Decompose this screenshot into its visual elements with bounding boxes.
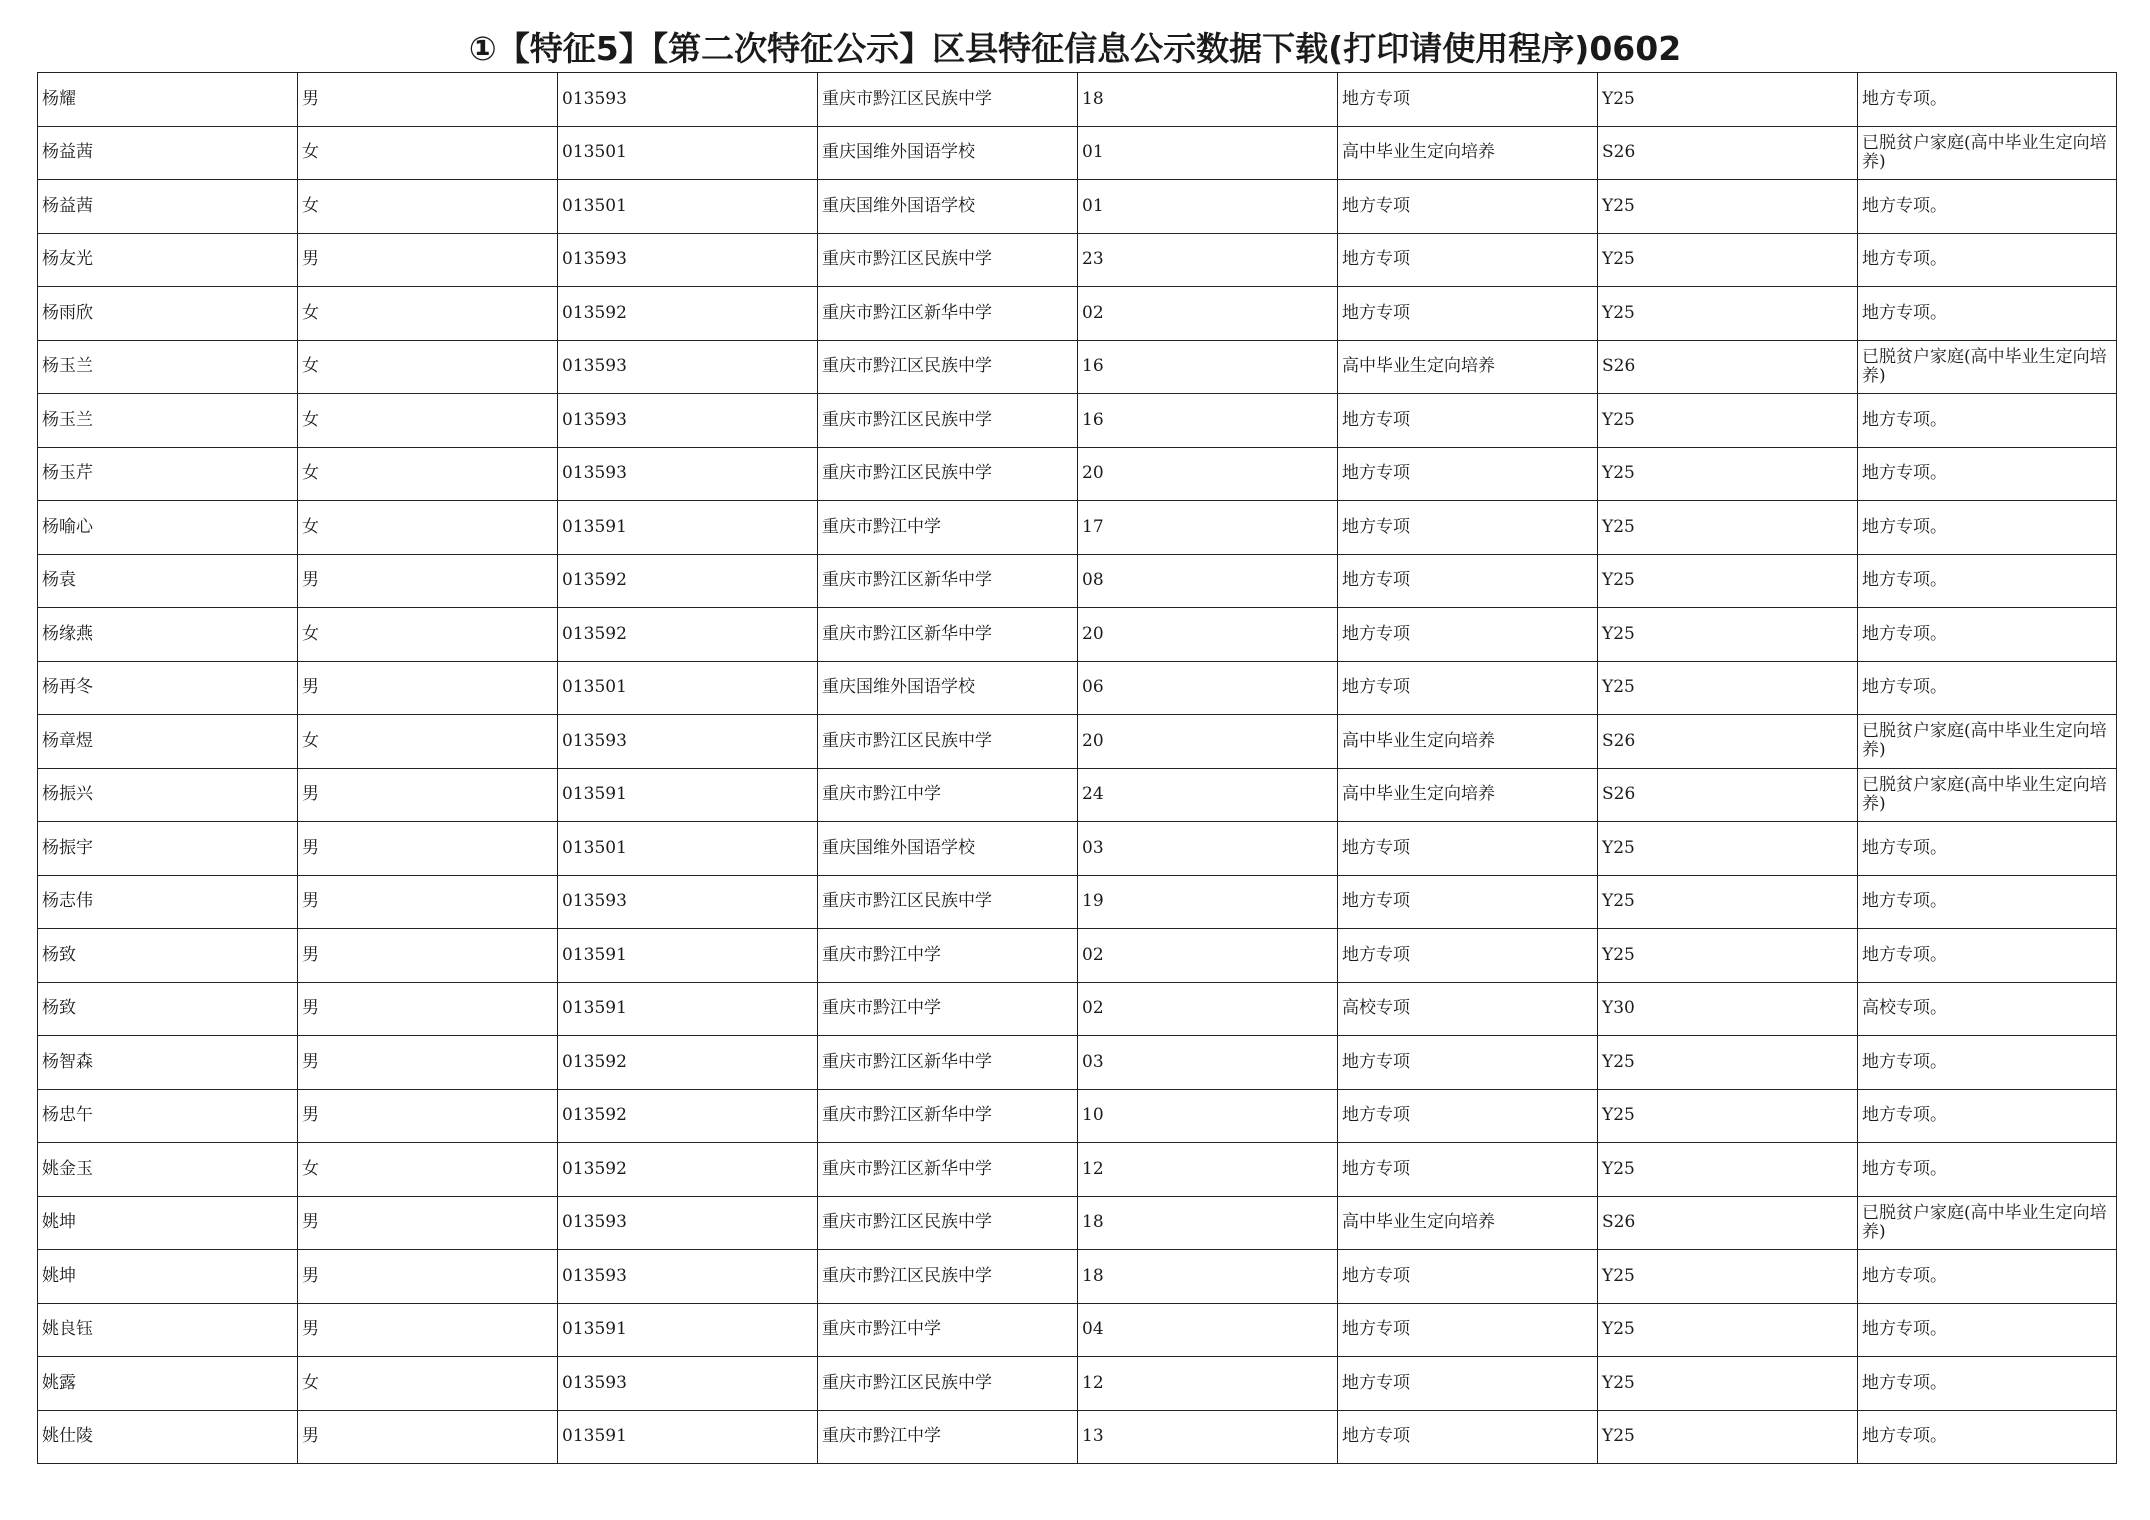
class-cell: 08 (1078, 554, 1338, 608)
remark-cell: 地方专项。 (1858, 73, 2117, 127)
table-row (38, 1303, 2117, 1357)
school-name-cell: 重庆国维外国语学校 (818, 126, 1078, 180)
school-name-cell: 重庆市黔江区新华中学 (818, 287, 1078, 341)
category-cell: 地方专项 (1338, 875, 1598, 929)
school-name-cell: 重庆国维外国语学校 (818, 180, 1078, 234)
name-cell: 杨振宇 (38, 822, 298, 876)
table-row (38, 715, 2117, 769)
name-cell: 姚露 (38, 1357, 298, 1411)
category-cell: 地方专项 (1338, 1036, 1598, 1090)
name-cell: 杨玉芹 (38, 447, 298, 501)
category-cell: 地方专项 (1338, 501, 1598, 555)
school-code-cell: 013593 (558, 447, 818, 501)
remark-cell: 已脱贫户家庭(高中毕业生定向培养) (1858, 768, 2117, 822)
table-row (38, 1036, 2117, 1090)
category-cell: 地方专项 (1338, 554, 1598, 608)
school-name-cell: 重庆国维外国语学校 (818, 661, 1078, 715)
category-cell: 高中毕业生定向培养 (1338, 715, 1598, 769)
school-code-cell: 013591 (558, 929, 818, 983)
class-cell: 20 (1078, 447, 1338, 501)
category-cell: 地方专项 (1338, 608, 1598, 662)
code-cell: Y25 (1598, 875, 1858, 929)
name-cell: 杨振兴 (38, 768, 298, 822)
category-cell: 地方专项 (1338, 1250, 1598, 1304)
name-cell: 杨袁 (38, 554, 298, 608)
gender-cell: 女 (298, 180, 558, 234)
school-name-cell: 重庆市黔江中学 (818, 1410, 1078, 1464)
category-cell: 高中毕业生定向培养 (1338, 340, 1598, 394)
category-cell: 地方专项 (1338, 1303, 1598, 1357)
table-row (38, 1196, 2117, 1250)
name-cell: 杨志伟 (38, 875, 298, 929)
class-cell: 02 (1078, 929, 1338, 983)
class-cell: 02 (1078, 982, 1338, 1036)
name-cell: 杨玉兰 (38, 340, 298, 394)
table-row (38, 447, 2117, 501)
school-name-cell: 重庆市黔江中学 (818, 1303, 1078, 1357)
school-code-cell: 013592 (558, 1089, 818, 1143)
school-code-cell: 013593 (558, 73, 818, 127)
gender-cell: 男 (298, 1410, 558, 1464)
gender-cell: 男 (298, 875, 558, 929)
code-cell: Y25 (1598, 1410, 1858, 1464)
remark-cell: 地方专项。 (1858, 287, 2117, 341)
school-code-cell: 013501 (558, 661, 818, 715)
school-code-cell: 013593 (558, 715, 818, 769)
gender-cell: 男 (298, 233, 558, 287)
school-name-cell: 重庆市黔江中学 (818, 768, 1078, 822)
class-cell: 24 (1078, 768, 1338, 822)
gender-cell: 女 (298, 1357, 558, 1411)
school-code-cell: 013591 (558, 982, 818, 1036)
gender-cell: 男 (298, 929, 558, 983)
name-cell: 杨智森 (38, 1036, 298, 1090)
table-row (38, 394, 2117, 448)
category-cell: 地方专项 (1338, 1143, 1598, 1197)
gender-cell: 男 (298, 768, 558, 822)
school-code-cell: 013501 (558, 822, 818, 876)
school-code-cell: 013592 (558, 287, 818, 341)
class-cell: 16 (1078, 340, 1338, 394)
gender-cell: 女 (298, 287, 558, 341)
gender-cell: 男 (298, 1089, 558, 1143)
category-cell: 地方专项 (1338, 73, 1598, 127)
school-code-cell: 013591 (558, 1410, 818, 1464)
remark-cell: 地方专项。 (1858, 394, 2117, 448)
code-cell: Y25 (1598, 1143, 1858, 1197)
table-row (38, 929, 2117, 983)
remark-cell: 地方专项。 (1858, 233, 2117, 287)
remark-cell: 已脱贫户家庭(高中毕业生定向培养) (1858, 340, 2117, 394)
school-code-cell: 013593 (558, 394, 818, 448)
school-code-cell: 013591 (558, 501, 818, 555)
class-cell: 18 (1078, 73, 1338, 127)
table-row (38, 73, 2117, 127)
remark-cell: 已脱贫户家庭(高中毕业生定向培养) (1858, 715, 2117, 769)
remark-cell: 地方专项。 (1858, 1036, 2117, 1090)
code-cell: Y25 (1598, 447, 1858, 501)
data-table (37, 72, 2117, 1464)
code-cell: Y25 (1598, 1303, 1858, 1357)
category-cell: 地方专项 (1338, 1410, 1598, 1464)
name-cell: 姚坤 (38, 1196, 298, 1250)
name-cell: 杨章煜 (38, 715, 298, 769)
school-name-cell: 重庆市黔江区民族中学 (818, 715, 1078, 769)
name-cell: 杨再冬 (38, 661, 298, 715)
code-cell: Y25 (1598, 1250, 1858, 1304)
school-name-cell: 重庆市黔江区民族中学 (818, 875, 1078, 929)
table-row (38, 554, 2117, 608)
name-cell: 杨致 (38, 929, 298, 983)
remark-cell: 地方专项。 (1858, 554, 2117, 608)
name-cell: 杨喻心 (38, 501, 298, 555)
school-name-cell: 重庆国维外国语学校 (818, 822, 1078, 876)
code-cell: Y25 (1598, 287, 1858, 341)
school-name-cell: 重庆市黔江区新华中学 (818, 1143, 1078, 1197)
class-cell: 18 (1078, 1196, 1338, 1250)
code-cell: Y25 (1598, 233, 1858, 287)
code-cell: S26 (1598, 126, 1858, 180)
school-code-cell: 013591 (558, 768, 818, 822)
code-cell: Y25 (1598, 1036, 1858, 1090)
code-cell: S26 (1598, 1196, 1858, 1250)
class-cell: 13 (1078, 1410, 1338, 1464)
school-name-cell: 重庆市黔江区新华中学 (818, 1089, 1078, 1143)
gender-cell: 男 (298, 1303, 558, 1357)
code-cell: Y25 (1598, 929, 1858, 983)
table-row (38, 768, 2117, 822)
gender-cell: 女 (298, 501, 558, 555)
table-row (38, 126, 2117, 180)
category-cell: 地方专项 (1338, 180, 1598, 234)
gender-cell: 女 (298, 1143, 558, 1197)
remark-cell: 已脱贫户家庭(高中毕业生定向培养) (1858, 126, 2117, 180)
class-cell: 04 (1078, 1303, 1338, 1357)
code-cell: Y25 (1598, 608, 1858, 662)
remark-cell: 地方专项。 (1858, 180, 2117, 234)
school-code-cell: 013593 (558, 1196, 818, 1250)
code-cell: S26 (1598, 768, 1858, 822)
school-name-cell: 重庆市黔江区民族中学 (818, 233, 1078, 287)
category-cell: 地方专项 (1338, 394, 1598, 448)
school-name-cell: 重庆市黔江区新华中学 (818, 608, 1078, 662)
table-row (38, 982, 2117, 1036)
gender-cell: 男 (298, 554, 558, 608)
remark-cell: 地方专项。 (1858, 1089, 2117, 1143)
school-code-cell: 013593 (558, 340, 818, 394)
remark-cell: 地方专项。 (1858, 661, 2117, 715)
name-cell: 杨忠午 (38, 1089, 298, 1143)
table-row (38, 340, 2117, 394)
school-code-cell: 013501 (558, 180, 818, 234)
gender-cell: 男 (298, 1036, 558, 1090)
name-cell: 杨致 (38, 982, 298, 1036)
gender-cell: 女 (298, 447, 558, 501)
table-row (38, 1410, 2117, 1464)
gender-cell: 男 (298, 1196, 558, 1250)
remark-cell: 地方专项。 (1858, 608, 2117, 662)
gender-cell: 男 (298, 822, 558, 876)
table-row (38, 501, 2117, 555)
gender-cell: 男 (298, 1250, 558, 1304)
remark-cell: 地方专项。 (1858, 1303, 2117, 1357)
gender-cell: 女 (298, 608, 558, 662)
gender-cell: 女 (298, 715, 558, 769)
table-row (38, 608, 2117, 662)
category-cell: 地方专项 (1338, 661, 1598, 715)
gender-cell: 女 (298, 394, 558, 448)
school-code-cell: 013592 (558, 608, 818, 662)
code-cell: Y25 (1598, 501, 1858, 555)
table-row (38, 822, 2117, 876)
class-cell: 06 (1078, 661, 1338, 715)
table-row (38, 1143, 2117, 1197)
category-cell: 地方专项 (1338, 929, 1598, 983)
remark-cell: 地方专项。 (1858, 822, 2117, 876)
category-cell: 地方专项 (1338, 287, 1598, 341)
name-cell: 姚金玉 (38, 1143, 298, 1197)
school-code-cell: 013592 (558, 554, 818, 608)
class-cell: 20 (1078, 715, 1338, 769)
school-name-cell: 重庆市黔江区民族中学 (818, 340, 1078, 394)
code-cell: Y25 (1598, 822, 1858, 876)
code-cell: Y25 (1598, 1357, 1858, 1411)
class-cell: 18 (1078, 1250, 1338, 1304)
class-cell: 01 (1078, 126, 1338, 180)
school-name-cell: 重庆市黔江中学 (818, 501, 1078, 555)
school-name-cell: 重庆市黔江中学 (818, 982, 1078, 1036)
school-name-cell: 重庆市黔江区新华中学 (818, 1036, 1078, 1090)
category-cell: 地方专项 (1338, 233, 1598, 287)
class-cell: 01 (1078, 180, 1338, 234)
school-name-cell: 重庆市黔江区民族中学 (818, 394, 1078, 448)
school-code-cell: 013592 (558, 1036, 818, 1090)
school-code-cell: 013593 (558, 875, 818, 929)
class-cell: 12 (1078, 1143, 1338, 1197)
school-name-cell: 重庆市黔江区民族中学 (818, 1196, 1078, 1250)
school-name-cell: 重庆市黔江区民族中学 (818, 73, 1078, 127)
name-cell: 杨益茜 (38, 180, 298, 234)
category-cell: 高中毕业生定向培养 (1338, 768, 1598, 822)
remark-cell: 地方专项。 (1858, 1357, 2117, 1411)
remark-cell: 地方专项。 (1858, 1250, 2117, 1304)
code-cell: S26 (1598, 340, 1858, 394)
remark-cell: 地方专项。 (1858, 929, 2117, 983)
class-cell: 17 (1078, 501, 1338, 555)
category-cell: 高中毕业生定向培养 (1338, 126, 1598, 180)
name-cell: 杨益茜 (38, 126, 298, 180)
school-code-cell: 013593 (558, 233, 818, 287)
school-name-cell: 重庆市黔江区民族中学 (818, 447, 1078, 501)
code-cell: Y25 (1598, 180, 1858, 234)
remark-cell: 已脱贫户家庭(高中毕业生定向培养) (1858, 1196, 2117, 1250)
code-cell: Y25 (1598, 661, 1858, 715)
remark-cell: 地方专项。 (1858, 1410, 2117, 1464)
class-cell: 12 (1078, 1357, 1338, 1411)
table-row (38, 661, 2117, 715)
table-row (38, 233, 2117, 287)
class-cell: 03 (1078, 1036, 1338, 1090)
code-cell: Y25 (1598, 554, 1858, 608)
table-row (38, 1089, 2117, 1143)
category-cell: 高校专项 (1338, 982, 1598, 1036)
class-cell: 02 (1078, 287, 1338, 341)
school-code-cell: 013591 (558, 1303, 818, 1357)
school-name-cell: 重庆市黔江中学 (818, 929, 1078, 983)
category-cell: 高中毕业生定向培养 (1338, 1196, 1598, 1250)
category-cell: 地方专项 (1338, 822, 1598, 876)
remark-cell: 高校专项。 (1858, 982, 2117, 1036)
code-cell: S26 (1598, 715, 1858, 769)
remark-cell: 地方专项。 (1858, 501, 2117, 555)
school-name-cell: 重庆市黔江区新华中学 (818, 554, 1078, 608)
school-code-cell: 013593 (558, 1357, 818, 1411)
code-cell: Y25 (1598, 394, 1858, 448)
class-cell: 20 (1078, 608, 1338, 662)
gender-cell: 男 (298, 982, 558, 1036)
class-cell: 10 (1078, 1089, 1338, 1143)
table-row (38, 180, 2117, 234)
school-code-cell: 013501 (558, 126, 818, 180)
code-cell: Y25 (1598, 73, 1858, 127)
table-row (38, 287, 2117, 341)
remark-cell: 地方专项。 (1858, 447, 2117, 501)
school-name-cell: 重庆市黔江区民族中学 (818, 1357, 1078, 1411)
category-cell: 地方专项 (1338, 447, 1598, 501)
code-cell: Y30 (1598, 982, 1858, 1036)
school-name-cell: 重庆市黔江区民族中学 (818, 1250, 1078, 1304)
remark-cell: 地方专项。 (1858, 875, 2117, 929)
class-cell: 19 (1078, 875, 1338, 929)
table-row (38, 1357, 2117, 1411)
school-code-cell: 013592 (558, 1143, 818, 1197)
name-cell: 姚良钰 (38, 1303, 298, 1357)
name-cell: 杨玉兰 (38, 394, 298, 448)
gender-cell: 男 (298, 73, 558, 127)
table-row (38, 1250, 2117, 1304)
code-cell: Y25 (1598, 1089, 1858, 1143)
table-row (38, 875, 2117, 929)
gender-cell: 女 (298, 340, 558, 394)
name-cell: 姚仕陵 (38, 1410, 298, 1464)
school-code-cell: 013593 (558, 1250, 818, 1304)
name-cell: 杨友光 (38, 233, 298, 287)
name-cell: 杨耀 (38, 73, 298, 127)
remark-cell: 地方专项。 (1858, 1143, 2117, 1197)
category-cell: 地方专项 (1338, 1089, 1598, 1143)
class-cell: 16 (1078, 394, 1338, 448)
table-body (38, 73, 2117, 1464)
name-cell: 姚坤 (38, 1250, 298, 1304)
gender-cell: 女 (298, 126, 558, 180)
page-title: ①【特征5】【第二次特征公示】区县特征信息公示数据下载(打印请使用程序)0602 (468, 29, 1682, 68)
name-cell: 杨缘燕 (38, 608, 298, 662)
name-cell: 杨雨欣 (38, 287, 298, 341)
gender-cell: 男 (298, 661, 558, 715)
class-cell: 23 (1078, 233, 1338, 287)
class-cell: 03 (1078, 822, 1338, 876)
category-cell: 地方专项 (1338, 1357, 1598, 1411)
